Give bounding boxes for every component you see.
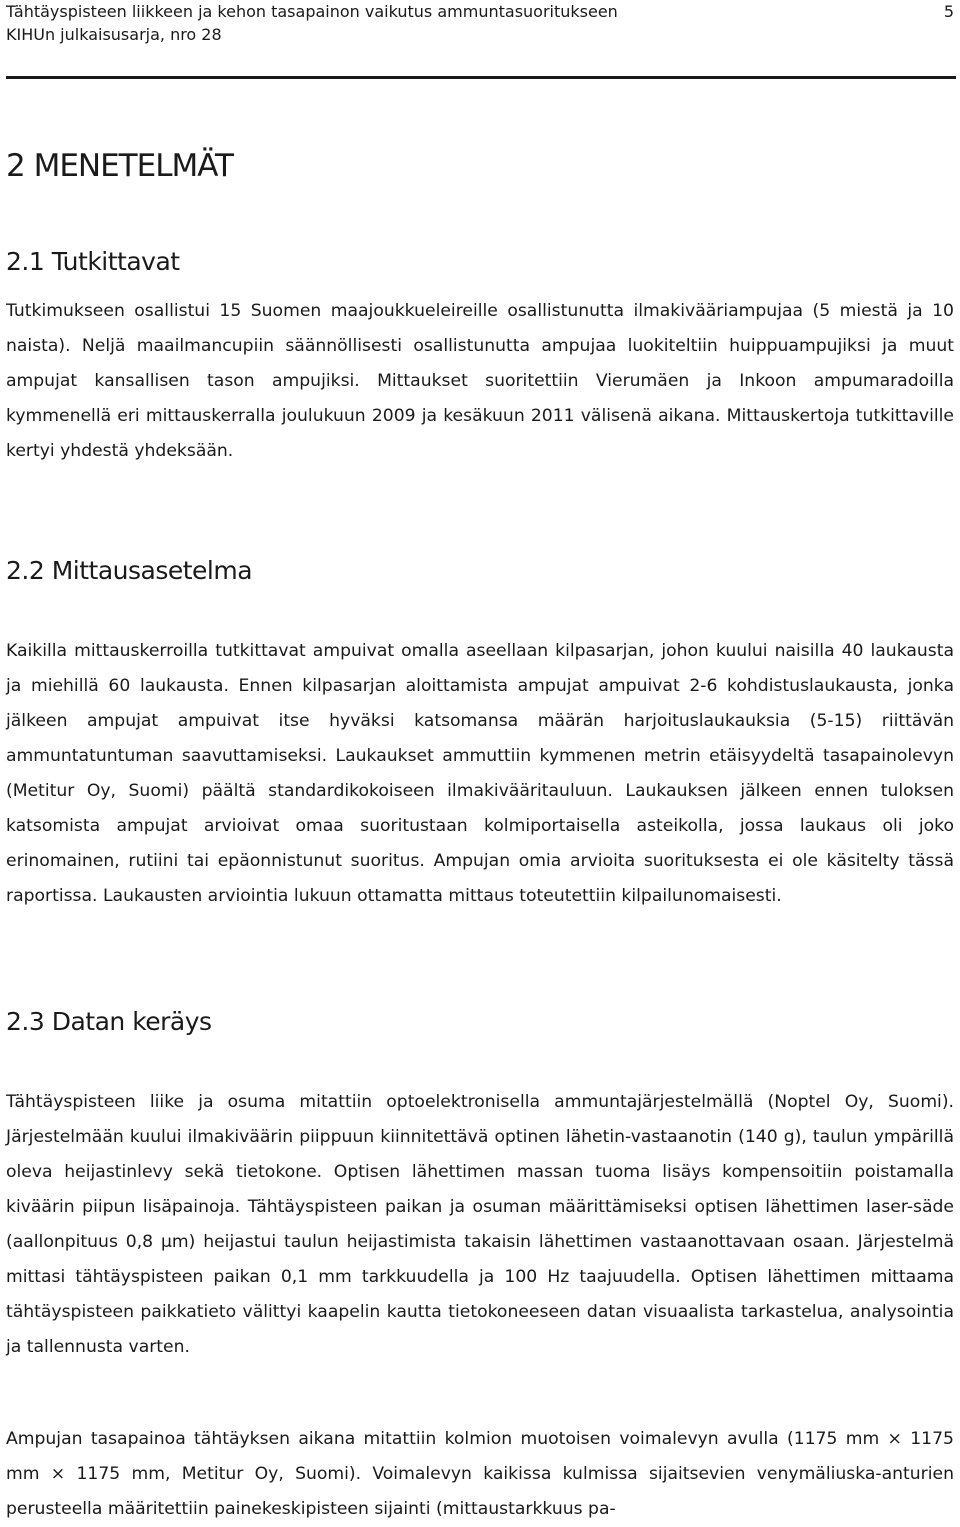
- page-number: 5: [943, 2, 954, 21]
- series-info: KIHUn julkaisusarja, nro 28: [6, 25, 222, 44]
- paragraph-datan-kerays-1: Tähtäyspisteen liike ja osuma mitattiin optoelektronisella ammuntajärjestelmällä (Noptel Oy, Suomi). Järjestelmään kuului ilmakiväärin piippuun kiinnitettävä optinen lähetin-vastaanotin (140 g), taulun ympärillä oleva heijastinlevy sekä tietokone. Optisen lähettimen massan tuoma lisäys kompensoitiin poistamalla kiväärin piipun lisäpainoja. Tähtäyspisteen paikan ja osuman määrittämiseksi optisen lähettimen laser-säde (aallonpituus 0,8 µm) heijastui taulun heijastimista takaisin lähettimen vastaanottavaan osaan. Järjestelmä mittasi tähtäyspisteen paikan 0,1 mm tarkkuudella ja 100 Hz taajuudella. Optisen lähettimen mittaama tähtäyspisteen paikkatieto välittyi kaapelin kautta tietokoneeseen datan visuaalista tarkastelua, analysointia ja tallennusta varten.: [6, 1092, 954, 1357]
- section-title-datan-kerays: 2.3 Datan keräys: [6, 1007, 212, 1036]
- chapter-title: 2 MENETELMÄT: [6, 148, 233, 184]
- paragraph-datan-kerays-2: Ampujan tasapainoa tähtäyksen aikana mitattiin kolmion muotoisen voimalevyn avulla (1175 mm × 1175 mm × 1175 mm, Metitur Oy, Suomi). Voimalevyn kaikissa kulmissa sijaitsevien venymäliuska-anturien perusteella määritettiin painekeskipisteen sijainti (mittaustarkkuus pa-: [6, 1429, 954, 1519]
- section-title-mittausasetelma: 2.2 Mittausasetelma: [6, 556, 253, 585]
- paragraph-tutkittavat: Tutkimukseen osallistui 15 Suomen maajoukkueleireille osallistunutta ilmakivääriampujaa (5 miestä ja 10 naista). Neljä maailmancupiin säännöllisesti osallistunutta ampujaa luokiteltiin huippuampujiksi ja muut ampujat kansallisen tason ampujiksi. Mittaukset suoritettiin Vierumäen ja Inkoon ampumaradoilla kymmenellä eri mittauskerralla joulukuun 2009 ja kesäkuun 2011 välisenä aikana. Mittauskertoja tutkittaville kertyi yhdestä yhdeksään.: [6, 301, 954, 461]
- paragraph-mittausasetelma: Kaikilla mittauskerroilla tutkittavat ampuivat omalla aseellaan kilpasarjan, johon kuului naisilla 40 laukausta ja miehillä 60 laukausta. Ennen kilpasarjan aloittamista ampujat ampuivat 2-6 kohdistuslaukausta, jonka jälkeen ampujat ampuivat itse hyväksi katsomansa määrän harjoituslaukauksia (5-15) riittävän ammuntatuntuman saavuttamiseksi. Laukaukset ammuttiin kymmenen metrin etäisyydeltä tasapainolevyn (Metitur Oy, Suomi) päältä standardikokoiseen ilmakivääritauluun. Laukauksen jälkeen ennen tuloksen katsomista ampujat arvioivat omaa suoritustaan kolmiportaisella asteikolla, jossa laukaus oli joko erinomainen, rutiini tai epäonnistunut suoritus. Ampujan omia arvioita suorituksesta ei ole käsitelty tässä raportissa. Laukausten arviointia lukuun ottamatta mittaus toteutettiin kilpailunomaisesti.: [6, 641, 954, 906]
- page-header: [6, 0, 956, 79]
- running-title: Tähtäyspisteen liikkeen ja kehon tasapainon vaikutus ammuntasuoritukseen: [6, 2, 618, 21]
- section-title-tutkittavat: 2.1 Tutkittavat: [6, 247, 180, 276]
